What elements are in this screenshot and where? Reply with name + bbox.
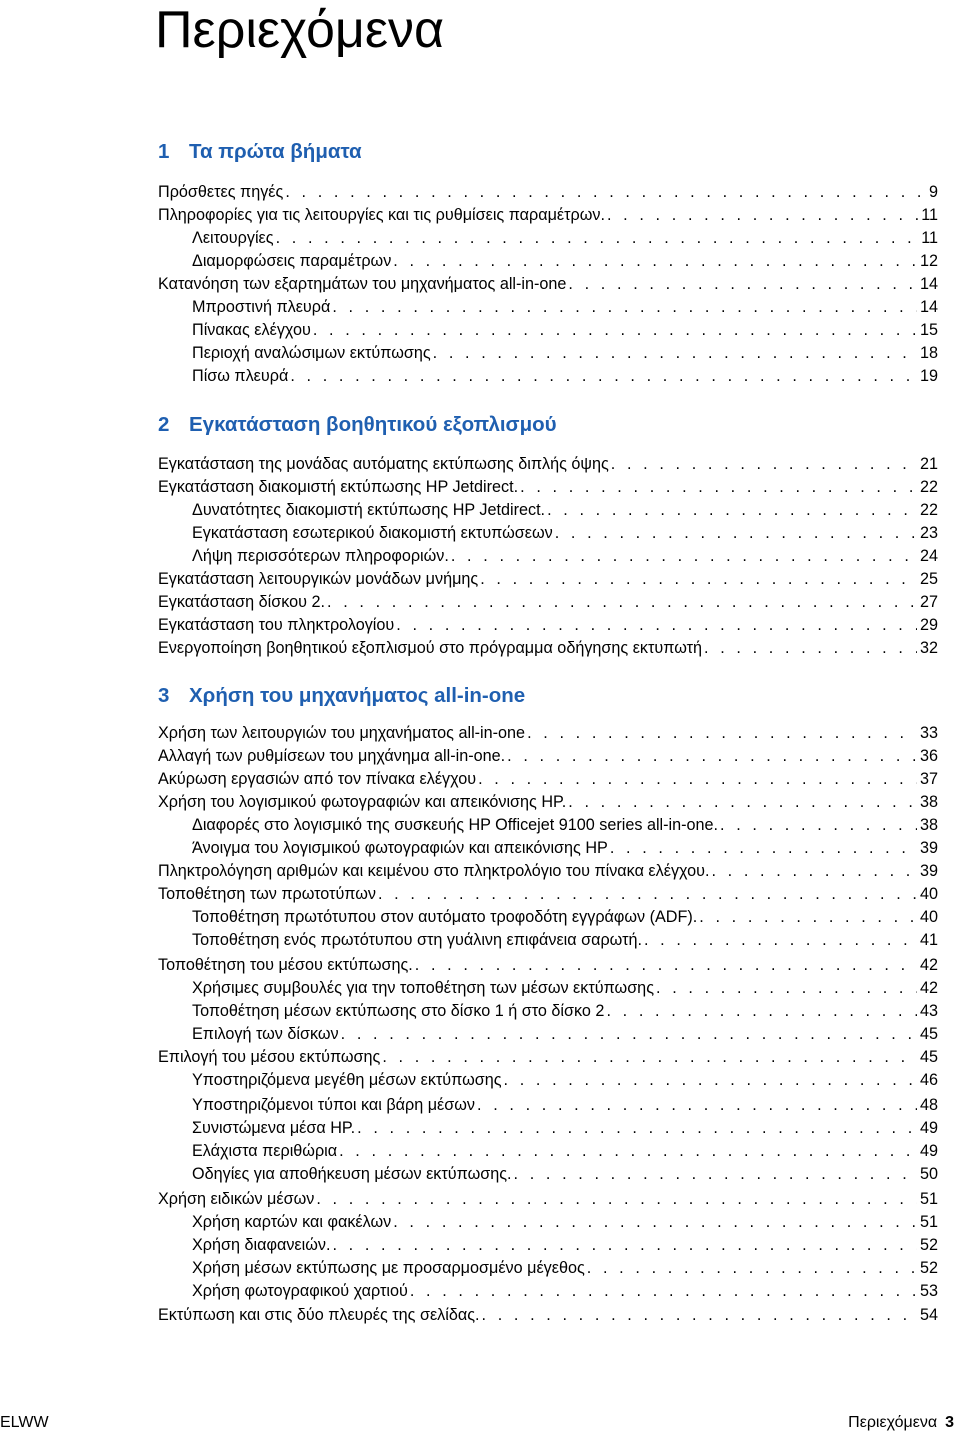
- toc-entry-page: 48: [919, 1096, 938, 1114]
- toc-entry-label: Χρήση φωτογραφικού χαρτιού: [192, 1282, 408, 1300]
- chapter-number: 2: [158, 413, 170, 436]
- toc-entry-page: 54: [919, 1306, 938, 1324]
- toc-entry-page: 33: [919, 724, 938, 742]
- dot-leader: [611, 453, 917, 475]
- toc-subentry[interactable]: [192, 929, 938, 951]
- toc-subentry[interactable]: [192, 1000, 938, 1022]
- toc-entry-page: 18: [919, 344, 938, 362]
- toc-entry-label: Επιλογή του μέσου εκτύπωσης: [158, 1048, 381, 1066]
- page-number: 3: [945, 1414, 954, 1431]
- toc-subentry[interactable]: [192, 522, 938, 544]
- toc-entry-label: Χρήση καρτών και φακέλων: [192, 1213, 392, 1231]
- dot-leader: [656, 977, 917, 999]
- dot-leader: [316, 1188, 917, 1210]
- toc-subentry[interactable]: [192, 1280, 938, 1302]
- toc-entry-label: Λειτουργίες: [192, 229, 274, 247]
- toc-entry-label: Χρήσιμες συμβουλές για την τοποθέτηση των μέσων εκτύπωσης: [192, 979, 654, 997]
- toc-subentry[interactable]: [192, 977, 938, 999]
- toc-entry-page: 23: [919, 524, 938, 542]
- toc-entry-label: Πληκτρολόγηση αριθμών και κειμένου στο πληκτρολόγιο του πίνακα ελέγχου.: [158, 862, 710, 880]
- toc-subentry[interactable]: [192, 1117, 938, 1139]
- dot-leader: [607, 204, 918, 226]
- toc-entry-page: 12: [919, 252, 938, 270]
- dot-leader: [568, 791, 917, 813]
- toc-entry-page: 29: [919, 616, 938, 634]
- chapter-number: 3: [158, 684, 170, 707]
- chapter-title: Τα πρώτα βήματα: [189, 140, 362, 163]
- toc-entry-page: 41: [919, 931, 938, 949]
- toc-entry-page: 53: [919, 1282, 938, 1300]
- toc-entry-page: 49: [919, 1119, 938, 1137]
- dot-leader: [606, 1000, 917, 1022]
- toc-entry-page: 49: [919, 1142, 938, 1160]
- toc-entry-page: 52: [919, 1236, 938, 1254]
- toc-entry-page: 43: [919, 1002, 938, 1020]
- toc-entry[interactable]: [158, 768, 938, 790]
- toc-entry-page: 42: [919, 979, 938, 997]
- toc-entry-page: 51: [919, 1190, 938, 1208]
- toc-entry-page: 51: [919, 1213, 938, 1231]
- dot-leader: [477, 1094, 917, 1116]
- dot-leader: [396, 614, 917, 636]
- toc-entry-page: 37: [919, 770, 938, 788]
- toc-subentry[interactable]: [192, 837, 938, 859]
- toc-entry-page: 14: [919, 298, 938, 316]
- toc-entry-page: 45: [919, 1025, 938, 1043]
- toc-entry[interactable]: [158, 860, 938, 882]
- dot-leader: [482, 1304, 917, 1326]
- dot-leader: [341, 1023, 917, 1045]
- toc-entry-label: Χρήση ειδικών μέσων: [158, 1190, 315, 1208]
- toc-entry[interactable]: [158, 745, 938, 767]
- toc-entry-label: Χρήση διαφανειών.: [192, 1236, 331, 1254]
- toc-entry-page: 11: [921, 206, 938, 224]
- dot-leader: [393, 1211, 917, 1233]
- dot-leader: [520, 476, 917, 498]
- toc-entry-label: Τοποθέτηση ενός πρωτότυπου στη γυάλινη επιφάνεια σαρωτή.: [192, 931, 642, 949]
- toc-entry-label: Αλλαγή των ρυθμίσεων του μηχάνημα all-in-one.: [158, 747, 506, 765]
- toc-entry-page: 42: [919, 956, 938, 974]
- toc-entry-label: Μπροστινή πλευρά: [192, 298, 331, 316]
- toc-entry[interactable]: [158, 1046, 938, 1068]
- toc-subentry[interactable]: [192, 1257, 938, 1279]
- dot-leader: [290, 365, 917, 387]
- dot-leader: [504, 1069, 917, 1091]
- dot-leader: [644, 929, 917, 951]
- toc-entry-label: Τοποθέτηση μέσων εκτύπωσης στο δίσκο 1 ή στο δίσκο 2: [192, 1002, 605, 1020]
- toc-entry-label: Δυνατότητες διακομιστή εκτύπωσης HP Jetdirect.: [192, 501, 546, 519]
- toc-entry-page: 25: [919, 570, 938, 588]
- toc-entry-label: Διαφορές στο λογισμικό της συσκευής HP Officejet 9100 series all-in-one.: [192, 816, 719, 834]
- page-title: Περιεχόμενα: [155, 1, 445, 59]
- toc-entry[interactable]: [158, 591, 938, 613]
- dot-leader: [699, 906, 917, 928]
- toc-entry-label: Πρόσθετες πηγές: [158, 183, 284, 201]
- dot-leader: [527, 722, 917, 744]
- toc-entry-label: Διαμορφώσεις παραμέτρων: [192, 252, 392, 270]
- toc-entry[interactable]: [158, 954, 938, 976]
- toc-entry[interactable]: [158, 476, 938, 498]
- toc-subentry[interactable]: [192, 499, 938, 521]
- toc-entry-page: 11: [921, 229, 938, 247]
- dot-leader: [415, 954, 917, 976]
- toc-entry-label: Εγκατάσταση δίσκου 2.: [158, 593, 326, 611]
- toc-entry-label: Πίσω πλευρά: [192, 367, 289, 385]
- toc-entry-label: Ελάχιστα περιθώρια: [192, 1142, 338, 1160]
- toc-entry-page: 9: [928, 183, 938, 201]
- toc-entry[interactable]: [158, 1188, 938, 1210]
- toc-entry[interactable]: [158, 568, 938, 590]
- toc-entry-page: 39: [919, 862, 938, 880]
- dot-leader: [382, 1046, 917, 1068]
- dot-leader: [480, 568, 917, 590]
- toc-entry-label: Χρήση των λειτουργιών του μηχανήματος all-in-one: [158, 724, 526, 742]
- toc-entry-label: Εγκατάσταση της μονάδας αυτόματης εκτύπωσης διπλής όψης: [158, 455, 609, 473]
- toc-entry-label: Εγκατάσταση εσωτερικού διακομιστή εκτυπώσεων: [192, 524, 553, 542]
- toc-subentry[interactable]: [192, 1023, 938, 1045]
- toc-entry-label: Εγκατάσταση λειτουργικών μονάδων μνήμης: [158, 570, 479, 588]
- dot-leader: [704, 637, 917, 659]
- toc-subentry[interactable]: [192, 342, 938, 364]
- dot-leader: [332, 296, 917, 318]
- toc-entry-label: Οδηγίες για αποθήκευση μέσων εκτύπωσης.: [192, 1165, 512, 1183]
- toc-entry-page: 19: [919, 367, 938, 385]
- toc-entry-page: 40: [919, 885, 938, 903]
- toc-subentry[interactable]: [192, 319, 938, 341]
- dot-leader: [507, 745, 917, 767]
- dot-leader: [378, 883, 917, 905]
- toc-entry[interactable]: [158, 204, 938, 226]
- dot-leader: [711, 860, 917, 882]
- toc-entry[interactable]: [158, 637, 938, 659]
- toc-entry[interactable]: [158, 614, 938, 636]
- toc-entry-label: Υποστηριζόμενοι τύποι και βάρη μέσων: [192, 1096, 475, 1114]
- toc-subentry[interactable]: [192, 227, 938, 249]
- toc-subentry[interactable]: [192, 1094, 938, 1116]
- toc-entry-label: Τοποθέτηση πρωτότυπου στον αυτόματο τροφοδότη εγγράφων (ADF).: [192, 908, 698, 926]
- dot-leader: [393, 250, 917, 272]
- toc-subentry[interactable]: [192, 1234, 938, 1256]
- toc-entry-label: Τοποθέτηση των πρωτοτύπων: [158, 885, 376, 903]
- toc-entry-page: 32: [919, 639, 938, 657]
- dot-leader: [332, 1234, 917, 1256]
- toc-entry-label: Υποστηριζόμενα μεγέθη μέσων εκτύπωσης: [192, 1071, 502, 1089]
- dot-leader: [357, 1117, 917, 1139]
- dot-leader: [276, 227, 919, 249]
- toc-entry-label: Πληροφορίες για τις λειτουργίες και τις ρυθμίσεις παραμέτρων.: [158, 206, 605, 224]
- chapter-heading: [158, 140, 362, 164]
- toc-entry-label: Εγκατάσταση διακομιστή εκτύπωσης HP Jetdirect.: [158, 478, 519, 496]
- toc-entry-page: 39: [919, 839, 938, 857]
- footer-section: [848, 1414, 954, 1432]
- dot-leader: [327, 591, 917, 613]
- toc-entry[interactable]: [158, 883, 938, 905]
- dot-leader: [547, 499, 917, 521]
- toc-subentry[interactable]: [192, 365, 938, 387]
- toc-entry-label: Άνοιγμα του λογισμικού φωτογραφιών και απεικόνισης HP: [192, 839, 608, 857]
- toc-entry[interactable]: [158, 273, 938, 295]
- toc-entry-page: 15: [919, 321, 938, 339]
- toc-entry[interactable]: [158, 181, 938, 203]
- toc-entry-page: 50: [919, 1165, 938, 1183]
- dot-leader: [568, 273, 917, 295]
- toc-entry[interactable]: [158, 453, 938, 475]
- toc-entry-label: Εγκατάσταση του πληκτρολογίου: [158, 616, 395, 634]
- toc-entry-label: Κατανόηση των εξαρτημάτων του μηχανήματος all-in-one: [158, 275, 567, 293]
- toc-entry[interactable]: [158, 791, 938, 813]
- toc-subentry[interactable]: [192, 1211, 938, 1233]
- footer-section-label: Περιεχόμενα: [848, 1414, 938, 1431]
- toc-subentry[interactable]: [192, 1163, 938, 1185]
- toc-entry-label: Χρήση του λογισμικού φωτογραφιών και απεικόνισης HP.: [158, 793, 567, 811]
- toc-entry-page: 36: [919, 747, 938, 765]
- dot-leader: [555, 522, 917, 544]
- dot-leader: [313, 319, 917, 341]
- toc-entry-label: Ακύρωση εργασιών από τον πίνακα ελέγχου: [158, 770, 477, 788]
- toc-entry-page: 21: [919, 455, 938, 473]
- toc-entry-page: 38: [919, 816, 938, 834]
- toc-entry-label: Περιοχή αναλώσιμων εκτύπωσης: [192, 344, 431, 362]
- toc-entry-label: Συνιστώμενα μέσα HP.: [192, 1119, 356, 1137]
- toc-entry[interactable]: [158, 1304, 938, 1326]
- dot-leader: [433, 342, 917, 364]
- toc-entry-label: Λήψη περισσότερων πληροφοριών.: [192, 547, 449, 565]
- toc-entry-label: Επιλογή των δίσκων: [192, 1025, 339, 1043]
- toc-entry-page: 22: [919, 478, 938, 496]
- toc-subentry[interactable]: [192, 545, 938, 567]
- toc-entry-label: Τοποθέτηση του μέσου εκτύπωσης.: [158, 956, 413, 974]
- dot-leader: [610, 837, 917, 859]
- toc-entry-label: Ενεργοποίηση βοηθητικού εξοπλισμού στο πρόγραμμα οδήγησης εκτυπωτή: [158, 639, 703, 657]
- toc-entry-page: 22: [919, 501, 938, 519]
- chapter-heading: [158, 684, 525, 708]
- toc-entry-page: 38: [919, 793, 938, 811]
- chapter-heading: [158, 413, 557, 437]
- dot-leader: [285, 181, 926, 203]
- toc-entry-label: Εκτύπωση και στις δύο πλευρές της σελίδας.: [158, 1306, 480, 1324]
- toc-subentry[interactable]: [192, 250, 938, 272]
- toc-subentry[interactable]: [192, 814, 938, 836]
- footer-doc-code: ELWW: [0, 1414, 49, 1431]
- toc-entry-page: 14: [919, 275, 938, 293]
- toc-subentry[interactable]: [192, 1069, 938, 1091]
- toc-entry-page: 45: [919, 1048, 938, 1066]
- dot-leader: [514, 1163, 917, 1185]
- dot-leader: [410, 1280, 917, 1302]
- toc-entry-page: 27: [919, 593, 938, 611]
- toc-entry-page: 46: [919, 1071, 938, 1089]
- toc-entry-label: Πίνακας ελέγχου: [192, 321, 311, 339]
- dot-leader: [587, 1257, 917, 1279]
- dot-leader: [720, 814, 917, 836]
- dot-leader: [451, 545, 917, 567]
- chapter-number: 1: [158, 140, 170, 163]
- toc-entry-page: 24: [919, 547, 938, 565]
- toc-entry-label: Χρήση μέσων εκτύπωσης με προσαρμοσμένο μέγεθος: [192, 1259, 585, 1277]
- toc-entry-page: 52: [919, 1259, 938, 1277]
- toc-entry[interactable]: [158, 722, 938, 744]
- chapter-title: Εγκατάσταση βοηθητικού εξοπλισμού: [189, 413, 557, 436]
- toc-subentry[interactable]: [192, 906, 938, 928]
- chapter-title: Χρήση του μηχανήματος all-in-one: [189, 684, 526, 707]
- toc-entry-page: 40: [919, 908, 938, 926]
- dot-leader: [478, 768, 917, 790]
- toc-subentry[interactable]: [192, 1140, 938, 1162]
- dot-leader: [339, 1140, 917, 1162]
- toc-subentry[interactable]: [192, 296, 938, 318]
